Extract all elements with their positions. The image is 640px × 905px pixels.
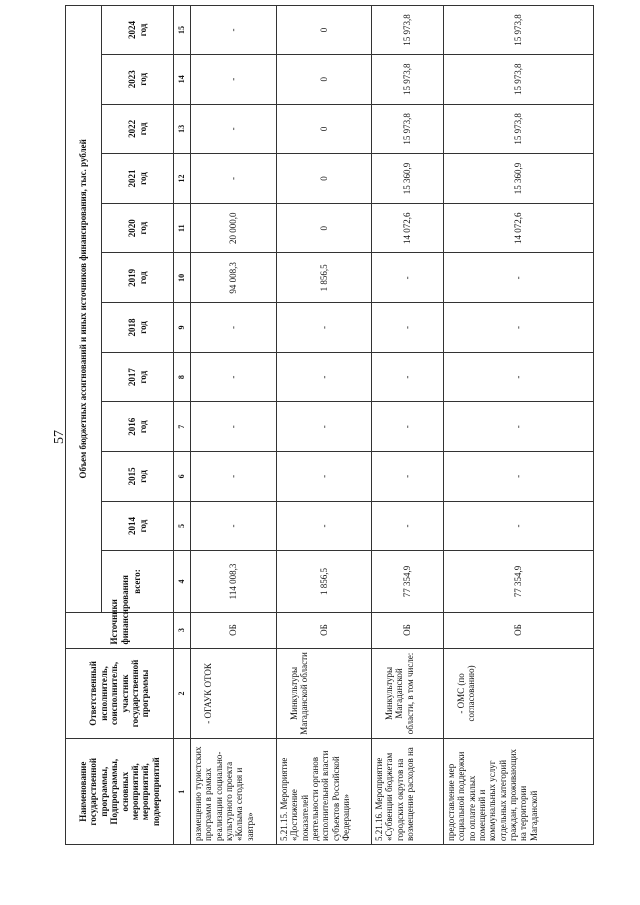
column-number: 10 (174, 253, 191, 303)
row-value-2018: - (277, 303, 372, 353)
row-total: 77 354,9 (372, 551, 444, 612)
row-value-2014: - (191, 501, 277, 551)
row-responsible: - ОМС (по согласованию) (444, 648, 594, 739)
column-number: 2 (174, 648, 191, 739)
row-value-2021: 15 360,9 (444, 154, 594, 204)
column-number: 15 (174, 6, 191, 55)
row-name: размещению туристских программ в рамках реализации социально-культурного проекта «Колыма сегодня и завтра» (191, 739, 277, 845)
row-value-2019: 94 008,3 (191, 253, 277, 303)
row-value-2017: - (372, 352, 444, 402)
row-value-2015: - (191, 452, 277, 502)
column-number: 11 (174, 203, 191, 253)
rotated-table-wrapper (65, 5, 590, 845)
row-value-2021: 0 (277, 154, 372, 204)
row-value-2016: - (444, 402, 594, 452)
header-year-2021: 2021 год (102, 154, 174, 204)
header-year-2017: 2017 год (102, 352, 174, 402)
row-total: 1 856,5 (277, 551, 372, 612)
row-value-2021: 15 360,9 (372, 154, 444, 204)
row-value-2023: 15 973,8 (372, 54, 444, 104)
row-value-2015: - (444, 452, 594, 502)
row-value-2023: - (191, 54, 277, 104)
row-value-2023: 0 (277, 54, 372, 104)
header-year-2024: 2024 год (102, 6, 174, 55)
header-funding: Объем бюджетных ассигнований и иных источников финансирования, тыс. рублей (66, 6, 102, 613)
row-source: ОБ (277, 612, 372, 648)
row-value-2017: - (191, 352, 277, 402)
row-name: 5.21.15. Мероприятие «Достижение показателей деятельности органов исполнительной власти субъектов Российской Федерации» (277, 739, 372, 845)
row-value-2024: 0 (277, 6, 372, 55)
row-responsible: - ОГАУК ОТОК (191, 648, 277, 739)
header-year-2020: 2020 год (102, 203, 174, 253)
page-number: 57 (52, 430, 67, 444)
row-responsible: Минкультуры Магаданской области, в том числе: (372, 648, 444, 739)
row-value-2019: 1 856,5 (277, 253, 372, 303)
row-responsible: Минкультуры Магаданской области (277, 648, 372, 739)
header-year-2023: 2023 год (102, 54, 174, 104)
header-year-2016: 2016 год (102, 402, 174, 452)
row-value-2020: 20 000,0 (191, 203, 277, 253)
financing-table (65, 5, 594, 845)
row-value-2019: - (444, 253, 594, 303)
row-value-2018: - (444, 303, 594, 353)
row-value-2018: - (191, 303, 277, 353)
header-name: Наименование государственной программы, Подпрограммы, основных мероприятий, мероприятий, подмероприятий (66, 739, 174, 845)
row-source: ОБ (444, 612, 594, 648)
column-number: 7 (174, 402, 191, 452)
row-value-2014: - (372, 501, 444, 551)
table-row (191, 6, 277, 845)
header-total: всего: (102, 551, 174, 612)
row-value-2023: 15 973,8 (444, 54, 594, 104)
row-total: 77 354,9 (444, 551, 594, 612)
column-number: 1 (174, 739, 191, 845)
header-year-2014: 2014 год (102, 501, 174, 551)
header-year-2019: 2019 год (102, 253, 174, 303)
row-value-2022: - (191, 104, 277, 154)
table-row (372, 6, 444, 845)
row-value-2020: 0 (277, 203, 372, 253)
row-value-2020: 14 072,6 (444, 203, 594, 253)
header-year-2018: 2018 год (102, 303, 174, 353)
row-value-2024: 15 973,8 (444, 6, 594, 55)
row-value-2016: - (277, 402, 372, 452)
row-value-2022: 15 973,8 (444, 104, 594, 154)
row-value-2020: 14 072,6 (372, 203, 444, 253)
row-value-2017: - (277, 352, 372, 402)
column-number: 6 (174, 452, 191, 502)
row-total: 114 008,3 (191, 551, 277, 612)
column-number: 8 (174, 352, 191, 402)
column-number-row (174, 6, 191, 845)
column-number: 4 (174, 551, 191, 612)
row-value-2022: 15 973,8 (372, 104, 444, 154)
column-number: 13 (174, 104, 191, 154)
row-value-2018: - (372, 303, 444, 353)
column-number: 9 (174, 303, 191, 353)
row-source: ОБ (372, 612, 444, 648)
column-number: 14 (174, 54, 191, 104)
header-year-2022: 2022 год (102, 104, 174, 154)
row-value-2019: - (372, 253, 444, 303)
row-value-2015: - (277, 452, 372, 502)
row-value-2016: - (372, 402, 444, 452)
row-name: предоставление мер социальной поддержки по оплате жилых помещений и коммунальных услуг отдельных категорий граждан, проживающих на территории Магаданской (444, 739, 594, 845)
row-name: 5.21.16. Мероприятие «Субвенции бюджетам городских округов на возмещение расходов на (372, 739, 444, 845)
column-number: 5 (174, 501, 191, 551)
row-value-2021: - (191, 154, 277, 204)
header-responsible: Ответственный исполнитель, соисполнитель, участник государственной программы (66, 648, 174, 739)
row-value-2022: 0 (277, 104, 372, 154)
table-row (277, 6, 372, 845)
row-value-2014: - (444, 501, 594, 551)
row-value-2015: - (372, 452, 444, 502)
table-row (444, 6, 594, 845)
row-value-2024: 15 973,8 (372, 6, 444, 55)
row-source: ОБ (191, 612, 277, 648)
row-value-2016: - (191, 402, 277, 452)
header-source: Источники финансирования (66, 612, 174, 648)
row-value-2017: - (444, 352, 594, 402)
row-value-2014: - (277, 501, 372, 551)
row-value-2024: - (191, 6, 277, 55)
column-number: 12 (174, 154, 191, 204)
column-number: 3 (174, 612, 191, 648)
header-year-2015: 2015 год (102, 452, 174, 502)
